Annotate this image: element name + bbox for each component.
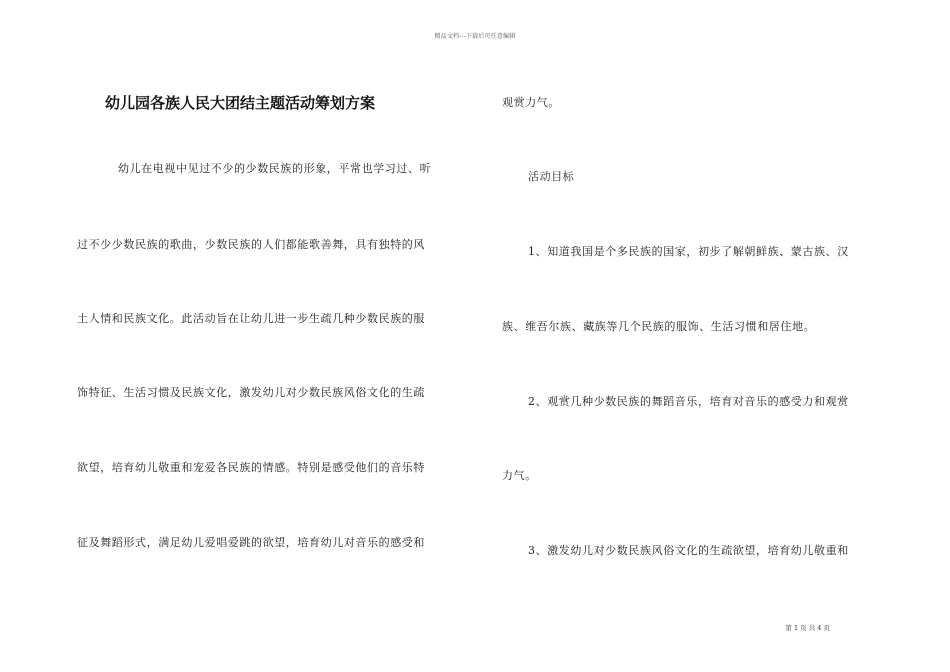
goal-item-2-line: 2、观赏几种少数民族的舞蹈音乐，培育对音乐的感受力和观赏 [528,395,849,408]
left-paragraph-line: 幼儿在电视中见过不少的少数民族的形象，平常也学习过、听 [118,162,432,175]
goal-item-1-line: 1、知道我国是个多民族的国家，初步了解朝鲜族、蒙古族、汉 [528,245,849,258]
left-paragraph-line: 过不少少数民族的歌曲，少数民族的人们都能歌善舞，具有独特的风 [77,238,425,251]
left-paragraph-line: 征及舞蹈形式，满足幼儿爱唱爱跳的欲望，培育幼儿对音乐的感受和 [77,536,425,549]
left-paragraph-line: 欲望，培育幼儿敬重和宠爱各民族的情感。特别是感受他们的音乐特 [77,461,425,474]
left-paragraph-line: 土人情和民族文化。此活动旨在让幼儿进一步生疏几种少数民族的服 [77,312,425,325]
header-note: 精品文档---下载后可任意编辑 [434,33,516,40]
goal-item-1-line: 族、维吾尔族、藏族等几个民族的服饰、生活习惯和居住地。 [502,320,816,333]
goal-item-2-line: 力气。 [502,469,537,482]
document-title: 幼儿园各族人民大团结主题活动筹划方案 [105,94,376,112]
page-number: 第 1 页 共 4 页 [785,624,830,632]
right-paragraph-line: 观赏力气。 [502,96,560,109]
goal-item-3-line: 3、激发幼儿对少数民族风俗文化的生疏欲望，培育幼儿敬重和 [528,544,849,557]
left-paragraph-line: 饰特征、生活习惯及民族文化，激发幼儿对少数民族风俗文化的生疏 [77,386,425,399]
section-heading: 活动目标 [528,170,575,183]
